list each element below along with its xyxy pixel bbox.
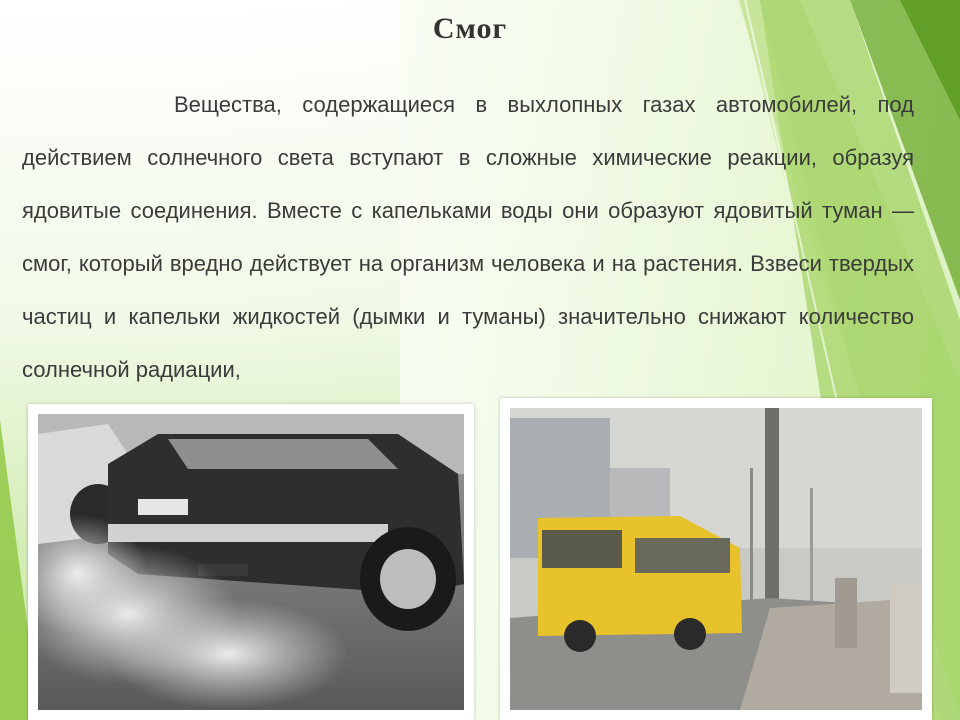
slide-paragraph: Вещества, содержащиеся в выхлопных газах автомобилей, под действием солнечного света вступают в сложные химические реакции, образуя ядовитые соединения. Вместе с капельками воды они образуют ядовитый туман — смог, который вредно действует на организм человека и на растения. Взвеси твердых частиц и капельки жидкостей (дымки и туманы) значительно снижают количество солнечной радиации, — [22, 92, 914, 382]
slide-title: Смог — [432, 12, 508, 45]
car-exhaust-photo — [28, 404, 474, 720]
smog-street-image — [510, 408, 922, 710]
smog-street-photo — [500, 398, 932, 720]
car-exhaust-image — [38, 414, 464, 710]
